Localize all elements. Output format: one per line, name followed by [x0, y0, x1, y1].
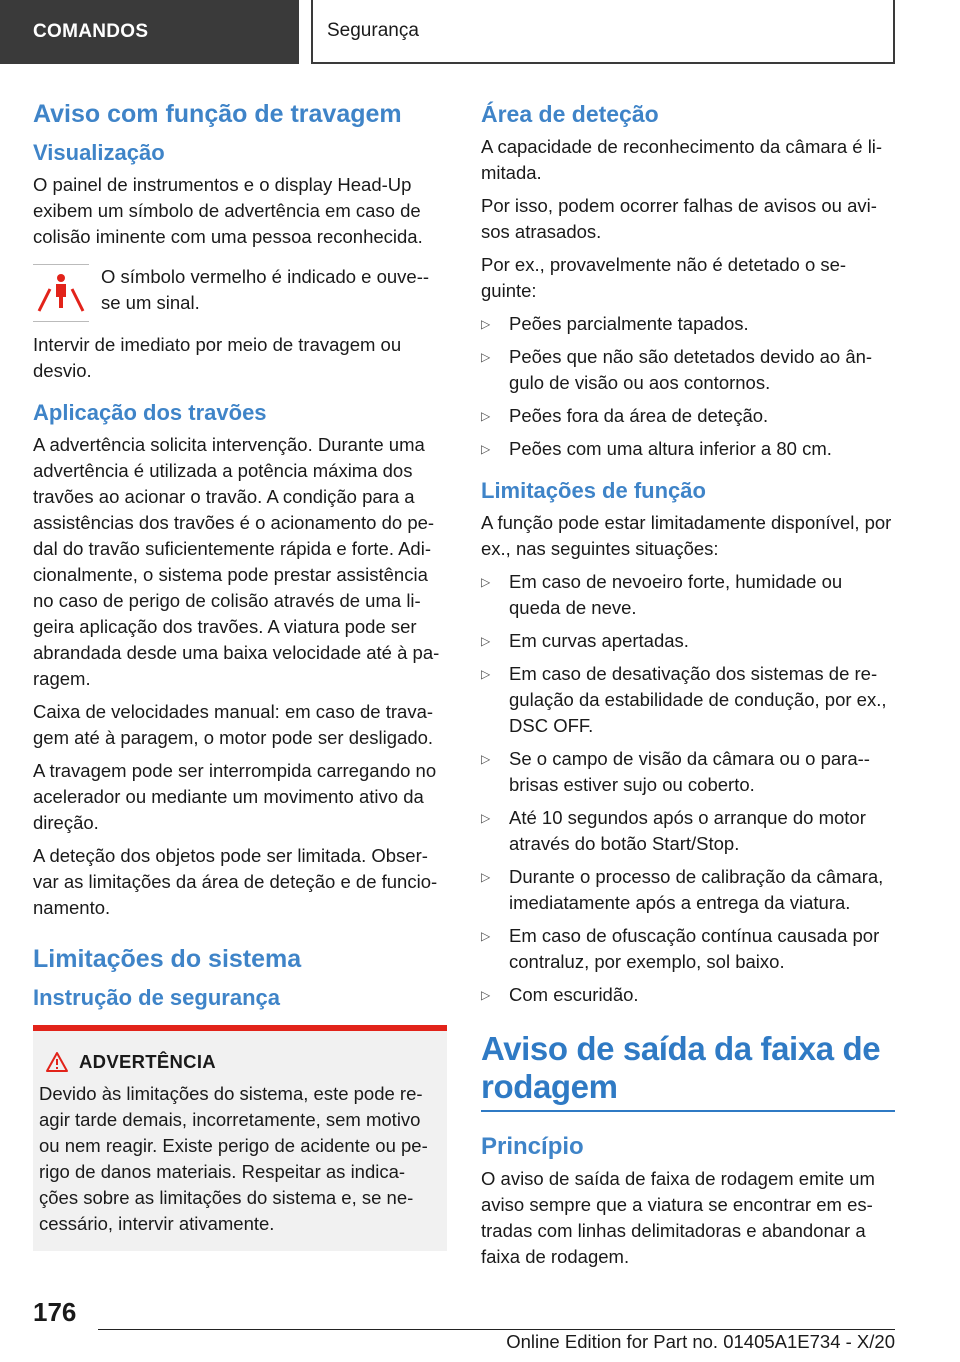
pedestrian-warning-icon — [33, 264, 89, 322]
heading-safety-instruction: Instrução de segurança — [33, 985, 280, 1010]
list-item: ▷ Peões fora da área de deteção. — [481, 403, 895, 429]
footer-rule — [98, 1329, 895, 1330]
warning-triangle-icon — [45, 1051, 69, 1073]
list-item: ▷ Em caso de ofuscação contínua causada por contraluz, por exemplo, sol baixo. — [481, 923, 895, 975]
header-subsection: Segurança — [311, 0, 895, 64]
symbol-row — [33, 264, 447, 322]
list-item: ▷ Durante o processo de calibração da câmara, imediatamente após a entrega da viatura. — [481, 864, 895, 916]
symbol-text: O símbolo vermelho é indicado e ouve--se um sinal. — [101, 266, 430, 313]
bullet-triangle-icon: ▷ — [481, 350, 491, 364]
bullet-triangle-icon: ▷ — [481, 634, 491, 648]
area-paragraph-1: A capacidade de reconhecimento da câmara é li-mitada. — [481, 136, 883, 183]
left-column — [33, 98, 447, 1251]
brake-paragraph-4: A deteção dos objetos pode ser limitada. Obser-var as limitações da área de deteção e de funcio-namento. — [33, 845, 438, 918]
title-rule — [481, 1110, 895, 1112]
bullet-triangle-icon: ▷ — [481, 575, 491, 589]
heading-detection-area: Área de deteção — [481, 101, 659, 127]
warning-box-header — [45, 1051, 441, 1073]
area-list — [481, 311, 895, 462]
section-title-lane-departure: Aviso de saída da faixa de rodagem — [481, 1030, 881, 1105]
area-paragraph-2: Por isso, podem ocorrer falhas de avisos ou avi-sos atrasados. — [481, 195, 877, 242]
brake-paragraph-3: A travagem pode ser interrompida carregando no acelerador ou mediante um movimento ativo da direção. — [33, 760, 437, 833]
list-item: ▷ Peões que não são detetados devido ao ân-gulo de visão ou aos contornos. — [481, 344, 895, 396]
heading-principle: Princípio — [481, 1133, 584, 1160]
warning-box — [33, 1025, 447, 1251]
bullet-triangle-icon: ▷ — [481, 317, 491, 331]
brake-paragraph-1: A advertência solicita intervenção. Durante uma advertência é utilizada a potência máxima dos travões ao acionar o travão. A condição para a assistências dos travões é o acionamento do pe-dal do travão suficientemente rápida e forte. Adi-cionalmente, o sistema pode prestar assistência no caso de perigo de colisão através de uma li-geira aplicação dos travões. A viatura pode ser abrandada desde uma baixa velocidade até à pa-ragem. — [33, 434, 440, 689]
heading-brake-application: Aplicação dos travões — [33, 400, 267, 425]
area-paragraph-3: Por ex., provavelmente não é detetado o se-guinte: — [481, 254, 847, 301]
visualization-text: O painel de instrumentos e o display Head-Up exibem um símbolo de advertência em caso de colisão iminente com uma pessoa reconhecida. — [33, 174, 423, 247]
section-title-brake-warning: Aviso com função de travagem — [33, 100, 402, 128]
warning-label: ADVERTÊNCIA — [79, 1051, 216, 1072]
bullet-triangle-icon: ▷ — [481, 811, 491, 825]
bullet-triangle-icon: ▷ — [481, 752, 491, 766]
heading-function-limits: Limitações de função — [481, 478, 706, 503]
intervene-text: Intervir de imediato por meio de travagem ou desvio. — [33, 334, 402, 381]
limits-list — [481, 569, 895, 1008]
bullet-triangle-icon: ▷ — [481, 667, 491, 681]
list-item: ▷ Peões com uma altura inferior a 80 cm. — [481, 436, 895, 462]
list-item: ▷ Em caso de desativação dos sistemas de re-gulação da estabilidade de condução, por ex., DSC OFF. — [481, 661, 895, 739]
section-title-system-limits: Limitações do sistema — [33, 945, 302, 973]
page-number: 176 — [33, 1297, 77, 1327]
footer-edition: Online Edition for Part no. 01405A1E734 - X/20 — [506, 1331, 895, 1352]
bullet-triangle-icon: ▷ — [481, 409, 491, 423]
bullet-triangle-icon: ▷ — [481, 870, 491, 884]
list-item: ▷ Com escuridão. — [481, 982, 895, 1008]
principle-text: O aviso de saída de faixa de rodagem emite um aviso sempre que a viatura se encontrar em es-tradas com linhas delimitadoras e abandonar a faixa de rodagem. — [481, 1168, 875, 1267]
bullet-triangle-icon: ▷ — [481, 988, 491, 1002]
list-item: ▷ Em curvas apertadas. — [481, 628, 895, 654]
bullet-triangle-icon: ▷ — [481, 929, 491, 943]
bullet-triangle-icon: ▷ — [481, 442, 491, 456]
warning-text: Devido às limitações do sistema, este pode re-agir tarde demais, incorretamente, sem motivo ou nem reagir. Existe perigo de acidente ou pe-rigo de danos materiais. Respeitar as indica-ções sobre as limitações do sistema e, se ne-cessário, intervir ativamente. — [39, 1083, 428, 1234]
brake-paragraph-2: Caixa de velocidades manual: em caso de trava-gem até à paragem, o motor pode ser desligado. — [33, 701, 434, 748]
list-item: ▷ Se o campo de visão da câmara ou o para--brisas estiver sujo ou coberto. — [481, 746, 895, 798]
header-section: COMANDOS — [0, 0, 299, 64]
list-item: ▷ Em caso de nevoeiro forte, humidade ou queda de neve. — [481, 569, 895, 621]
list-item: ▷ Até 10 segundos após o arranque do motor através do botão Start/Stop. — [481, 805, 895, 857]
heading-visualization: Visualização — [33, 140, 165, 165]
limits-paragraph: A função pode estar limitadamente disponível, por ex., nas seguintes situações: — [481, 512, 892, 559]
right-column — [481, 98, 895, 1277]
list-item: ▷ Peões parcialmente tapados. — [481, 311, 895, 337]
